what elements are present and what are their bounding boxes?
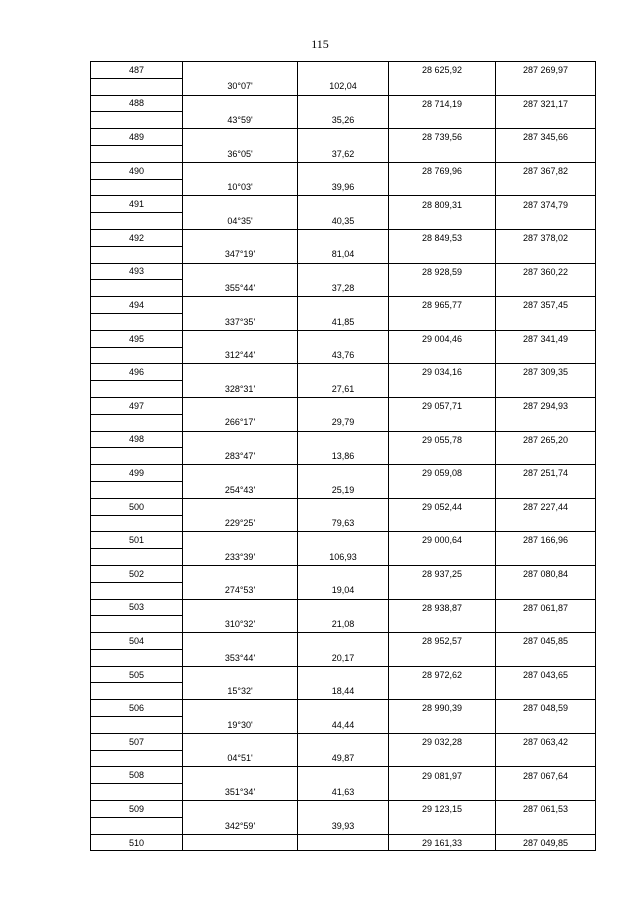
y-coordinate-cell: 287 374,79: [496, 196, 596, 213]
direction-angle-cell: [183, 397, 298, 414]
point-number-cell: [91, 717, 183, 734]
point-number-cell: [91, 582, 183, 599]
distance-cell: [298, 196, 389, 213]
x-coordinate-cell: 28 952,57: [389, 633, 496, 650]
segment-row: [91, 448, 596, 465]
distance-cell: 37,28: [298, 280, 389, 297]
point-row: [91, 801, 596, 818]
x-coordinate-cell: 28 809,31: [389, 196, 496, 213]
point-number-cell: [91, 78, 183, 95]
x-coordinate-cell: [389, 145, 496, 162]
direction-angle-cell: [183, 162, 298, 179]
segment-row: [91, 179, 596, 196]
point-number-cell: [91, 784, 183, 801]
direction-angle-cell: [183, 633, 298, 650]
direction-angle-cell: 30°07': [183, 78, 298, 95]
x-coordinate-cell: 29 123,15: [389, 801, 496, 818]
distance-cell: [298, 397, 389, 414]
y-coordinate-cell: [496, 414, 596, 431]
distance-cell: [298, 62, 389, 79]
y-coordinate-cell: [496, 784, 596, 801]
distance-cell: [298, 465, 389, 482]
distance-cell: [298, 565, 389, 582]
point-row: [91, 364, 596, 381]
x-coordinate-cell: 28 849,53: [389, 229, 496, 246]
point-row: [91, 397, 596, 414]
y-coordinate-cell: [496, 246, 596, 263]
y-coordinate-cell: 287 367,82: [496, 162, 596, 179]
point-number-cell: 503: [91, 599, 183, 616]
point-number-cell: [91, 649, 183, 666]
segment-row: [91, 78, 596, 95]
point-number-cell: 489: [91, 129, 183, 146]
direction-angle-cell: 254°43': [183, 481, 298, 498]
point-number-cell: [91, 481, 183, 498]
direction-angle-cell: 310°32': [183, 616, 298, 633]
distance-cell: 102,04: [298, 78, 389, 95]
distance-cell: [298, 666, 389, 683]
segment-row: [91, 213, 596, 230]
point-number-cell: [91, 750, 183, 767]
y-coordinate-cell: 287 063,42: [496, 733, 596, 750]
point-number-cell: [91, 280, 183, 297]
y-coordinate-cell: [496, 616, 596, 633]
y-coordinate-cell: 287 043,65: [496, 666, 596, 683]
distance-cell: [298, 733, 389, 750]
point-number-cell: 496: [91, 364, 183, 381]
point-row: [91, 834, 596, 851]
y-coordinate-cell: 287 378,02: [496, 229, 596, 246]
point-number-cell: [91, 246, 183, 263]
point-number-cell: 499: [91, 465, 183, 482]
y-coordinate-cell: 287 067,64: [496, 767, 596, 784]
x-coordinate-cell: [389, 112, 496, 129]
x-coordinate-cell: [389, 246, 496, 263]
segment-row: [91, 313, 596, 330]
y-coordinate-cell: [496, 750, 596, 767]
point-number-cell: [91, 112, 183, 129]
point-number-cell: 504: [91, 633, 183, 650]
y-coordinate-cell: [496, 582, 596, 599]
x-coordinate-cell: [389, 683, 496, 700]
point-number-cell: 490: [91, 162, 183, 179]
direction-angle-cell: 342°59': [183, 817, 298, 834]
point-row: [91, 330, 596, 347]
x-coordinate-cell: [389, 381, 496, 398]
distance-cell: 40,35: [298, 213, 389, 230]
segment-row: [91, 347, 596, 364]
y-coordinate-cell: 287 048,59: [496, 700, 596, 717]
distance-cell: [298, 229, 389, 246]
distance-cell: 79,63: [298, 515, 389, 532]
distance-cell: [298, 532, 389, 549]
y-coordinate-cell: 287 357,45: [496, 297, 596, 314]
distance-cell: [298, 129, 389, 146]
distance-cell: 81,04: [298, 246, 389, 263]
point-number-cell: [91, 414, 183, 431]
point-number-cell: 493: [91, 263, 183, 280]
distance-cell: [298, 330, 389, 347]
x-coordinate-cell: [389, 313, 496, 330]
direction-angle-cell: [183, 733, 298, 750]
segment-row: [91, 683, 596, 700]
y-coordinate-cell: [496, 381, 596, 398]
y-coordinate-cell: 287 061,87: [496, 599, 596, 616]
segment-row: [91, 481, 596, 498]
point-row: [91, 162, 596, 179]
direction-angle-cell: [183, 263, 298, 280]
segment-row: [91, 784, 596, 801]
y-coordinate-cell: 287 227,44: [496, 498, 596, 515]
x-coordinate-cell: 28 714,19: [389, 95, 496, 112]
y-coordinate-cell: [496, 280, 596, 297]
y-coordinate-cell: 287 265,20: [496, 431, 596, 448]
point-row: [91, 666, 596, 683]
direction-angle-cell: 04°51': [183, 750, 298, 767]
y-coordinate-cell: [496, 481, 596, 498]
distance-cell: 39,93: [298, 817, 389, 834]
x-coordinate-cell: [389, 717, 496, 734]
distance-cell: [298, 297, 389, 314]
distance-cell: [298, 834, 389, 851]
point-number-cell: 491: [91, 196, 183, 213]
segment-row: [91, 649, 596, 666]
direction-angle-cell: 10°03': [183, 179, 298, 196]
segment-row: [91, 145, 596, 162]
x-coordinate-cell: 28 972,62: [389, 666, 496, 683]
distance-cell: 106,93: [298, 549, 389, 566]
y-coordinate-cell: [496, 549, 596, 566]
x-coordinate-cell: [389, 448, 496, 465]
distance-cell: 25,19: [298, 481, 389, 498]
point-row: [91, 431, 596, 448]
point-row: [91, 62, 596, 79]
x-coordinate-cell: [389, 280, 496, 297]
distance-cell: [298, 95, 389, 112]
point-row: [91, 532, 596, 549]
direction-angle-cell: 15°32': [183, 683, 298, 700]
distance-cell: [298, 801, 389, 818]
x-coordinate-cell: 28 937,25: [389, 565, 496, 582]
y-coordinate-cell: [496, 145, 596, 162]
point-number-cell: 507: [91, 733, 183, 750]
point-number-cell: [91, 381, 183, 398]
point-row: [91, 498, 596, 515]
point-number-cell: [91, 683, 183, 700]
point-number-cell: 506: [91, 700, 183, 717]
point-row: [91, 633, 596, 650]
point-number-cell: 505: [91, 666, 183, 683]
point-row: [91, 565, 596, 582]
direction-angle-cell: [183, 532, 298, 549]
point-row: [91, 196, 596, 213]
y-coordinate-cell: 287 061,53: [496, 801, 596, 818]
x-coordinate-cell: [389, 414, 496, 431]
direction-angle-cell: [183, 95, 298, 112]
direction-angle-cell: [183, 767, 298, 784]
distance-cell: 20,17: [298, 649, 389, 666]
point-number-cell: [91, 179, 183, 196]
distance-cell: [298, 767, 389, 784]
point-row: [91, 700, 596, 717]
point-number-cell: 497: [91, 397, 183, 414]
segment-row: [91, 750, 596, 767]
x-coordinate-cell: [389, 481, 496, 498]
y-coordinate-cell: 287 341,49: [496, 330, 596, 347]
direction-angle-cell: [183, 666, 298, 683]
direction-angle-cell: [183, 330, 298, 347]
x-coordinate-cell: 28 928,59: [389, 263, 496, 280]
y-coordinate-cell: 287 045,85: [496, 633, 596, 650]
x-coordinate-cell: 29 161,33: [389, 834, 496, 851]
x-coordinate-cell: 29 032,28: [389, 733, 496, 750]
coordinates-table-body: [91, 62, 596, 851]
x-coordinate-cell: 28 965,77: [389, 297, 496, 314]
x-coordinate-cell: [389, 649, 496, 666]
segment-row: [91, 280, 596, 297]
direction-angle-cell: [183, 834, 298, 851]
point-number-cell: [91, 616, 183, 633]
direction-angle-cell: 43°59': [183, 112, 298, 129]
x-coordinate-cell: [389, 213, 496, 230]
x-coordinate-cell: [389, 78, 496, 95]
y-coordinate-cell: [496, 313, 596, 330]
point-row: [91, 297, 596, 314]
point-number-cell: [91, 213, 183, 230]
y-coordinate-cell: [496, 515, 596, 532]
distance-cell: [298, 599, 389, 616]
segment-row: [91, 817, 596, 834]
distance-cell: [298, 498, 389, 515]
direction-angle-cell: [183, 196, 298, 213]
direction-angle-cell: 266°17': [183, 414, 298, 431]
x-coordinate-cell: [389, 347, 496, 364]
page-number: 115: [311, 37, 329, 51]
direction-angle-cell: 353°44': [183, 649, 298, 666]
point-number-cell: 488: [91, 95, 183, 112]
point-row: [91, 95, 596, 112]
y-coordinate-cell: [496, 179, 596, 196]
direction-angle-cell: [183, 297, 298, 314]
direction-angle-cell: 19°30': [183, 717, 298, 734]
point-row: [91, 465, 596, 482]
direction-angle-cell: 04°35': [183, 213, 298, 230]
x-coordinate-cell: 29 000,64: [389, 532, 496, 549]
y-coordinate-cell: 287 294,93: [496, 397, 596, 414]
segment-row: [91, 515, 596, 532]
y-coordinate-cell: 287 309,35: [496, 364, 596, 381]
segment-row: [91, 414, 596, 431]
direction-angle-cell: [183, 465, 298, 482]
distance-cell: 49,87: [298, 750, 389, 767]
y-coordinate-cell: 287 345,66: [496, 129, 596, 146]
y-coordinate-cell: [496, 347, 596, 364]
x-coordinate-cell: 28 938,87: [389, 599, 496, 616]
direction-angle-cell: 274°53': [183, 582, 298, 599]
point-number-cell: 494: [91, 297, 183, 314]
direction-angle-cell: [183, 700, 298, 717]
direction-angle-cell: 36°05': [183, 145, 298, 162]
distance-cell: 21,08: [298, 616, 389, 633]
direction-angle-cell: 351°34': [183, 784, 298, 801]
point-row: [91, 733, 596, 750]
distance-cell: 39,96: [298, 179, 389, 196]
point-number-cell: 502: [91, 565, 183, 582]
point-row: [91, 229, 596, 246]
distance-cell: [298, 633, 389, 650]
x-coordinate-cell: [389, 616, 496, 633]
point-number-cell: 508: [91, 767, 183, 784]
point-number-cell: [91, 448, 183, 465]
x-coordinate-cell: 29 081,97: [389, 767, 496, 784]
y-coordinate-cell: 287 166,96: [496, 532, 596, 549]
distance-cell: [298, 431, 389, 448]
y-coordinate-cell: 287 360,22: [496, 263, 596, 280]
x-coordinate-cell: [389, 179, 496, 196]
x-coordinate-cell: 29 059,08: [389, 465, 496, 482]
point-number-cell: 487: [91, 62, 183, 79]
distance-cell: 41,85: [298, 313, 389, 330]
direction-angle-cell: 355°44': [183, 280, 298, 297]
distance-cell: [298, 263, 389, 280]
distance-cell: [298, 700, 389, 717]
x-coordinate-cell: [389, 784, 496, 801]
point-number-cell: [91, 145, 183, 162]
direction-angle-cell: 328°31': [183, 381, 298, 398]
y-coordinate-cell: [496, 649, 596, 666]
x-coordinate-cell: [389, 549, 496, 566]
point-number-cell: 500: [91, 498, 183, 515]
x-coordinate-cell: [389, 817, 496, 834]
direction-angle-cell: [183, 599, 298, 616]
point-number-cell: 495: [91, 330, 183, 347]
direction-angle-cell: [183, 364, 298, 381]
direction-angle-cell: 233°39': [183, 549, 298, 566]
distance-cell: [298, 162, 389, 179]
x-coordinate-cell: 29 052,44: [389, 498, 496, 515]
distance-cell: 27,61: [298, 381, 389, 398]
point-number-cell: [91, 515, 183, 532]
y-coordinate-cell: 287 269,97: [496, 62, 596, 79]
distance-cell: [298, 364, 389, 381]
segment-row: [91, 582, 596, 599]
segment-row: [91, 717, 596, 734]
point-number-cell: [91, 347, 183, 364]
distance-cell: 43,76: [298, 347, 389, 364]
y-coordinate-cell: [496, 112, 596, 129]
direction-angle-cell: 283°47': [183, 448, 298, 465]
coordinates-table: [90, 61, 596, 851]
segment-row: [91, 616, 596, 633]
y-coordinate-cell: [496, 448, 596, 465]
y-coordinate-cell: [496, 683, 596, 700]
distance-cell: 19,04: [298, 582, 389, 599]
point-number-cell: 509: [91, 801, 183, 818]
point-row: [91, 767, 596, 784]
direction-angle-cell: [183, 801, 298, 818]
point-number-cell: 498: [91, 431, 183, 448]
distance-cell: 13,86: [298, 448, 389, 465]
y-coordinate-cell: [496, 817, 596, 834]
y-coordinate-cell: [496, 213, 596, 230]
x-coordinate-cell: [389, 750, 496, 767]
x-coordinate-cell: 29 034,16: [389, 364, 496, 381]
x-coordinate-cell: 28 625,92: [389, 62, 496, 79]
x-coordinate-cell: 29 055,78: [389, 431, 496, 448]
y-coordinate-cell: 287 251,74: [496, 465, 596, 482]
point-row: [91, 263, 596, 280]
distance-cell: 41,63: [298, 784, 389, 801]
point-number-cell: [91, 817, 183, 834]
direction-angle-cell: 347°19': [183, 246, 298, 263]
direction-angle-cell: [183, 498, 298, 515]
direction-angle-cell: [183, 129, 298, 146]
x-coordinate-cell: [389, 515, 496, 532]
distance-cell: 44,44: [298, 717, 389, 734]
distance-cell: 29,79: [298, 414, 389, 431]
segment-row: [91, 381, 596, 398]
direction-angle-cell: [183, 62, 298, 79]
x-coordinate-cell: 29 004,46: [389, 330, 496, 347]
x-coordinate-cell: 28 739,56: [389, 129, 496, 146]
direction-angle-cell: [183, 431, 298, 448]
point-number-cell: 501: [91, 532, 183, 549]
distance-cell: 18,44: [298, 683, 389, 700]
segment-row: [91, 246, 596, 263]
y-coordinate-cell: 287 080,84: [496, 565, 596, 582]
segment-row: [91, 549, 596, 566]
direction-angle-cell: 229°25': [183, 515, 298, 532]
y-coordinate-cell: [496, 78, 596, 95]
point-number-cell: [91, 313, 183, 330]
segment-row: [91, 112, 596, 129]
distance-cell: 37,62: [298, 145, 389, 162]
x-coordinate-cell: 28 990,39: [389, 700, 496, 717]
direction-angle-cell: [183, 565, 298, 582]
point-number-cell: [91, 549, 183, 566]
direction-angle-cell: 312°44': [183, 347, 298, 364]
direction-angle-cell: [183, 229, 298, 246]
x-coordinate-cell: [389, 582, 496, 599]
y-coordinate-cell: 287 049,85: [496, 834, 596, 851]
distance-cell: 35,26: [298, 112, 389, 129]
y-coordinate-cell: 287 321,17: [496, 95, 596, 112]
point-number-cell: 510: [91, 834, 183, 851]
point-row: [91, 599, 596, 616]
point-number-cell: 492: [91, 229, 183, 246]
point-row: [91, 129, 596, 146]
y-coordinate-cell: [496, 717, 596, 734]
x-coordinate-cell: 29 057,71: [389, 397, 496, 414]
x-coordinate-cell: 28 769,96: [389, 162, 496, 179]
direction-angle-cell: 337°35': [183, 313, 298, 330]
